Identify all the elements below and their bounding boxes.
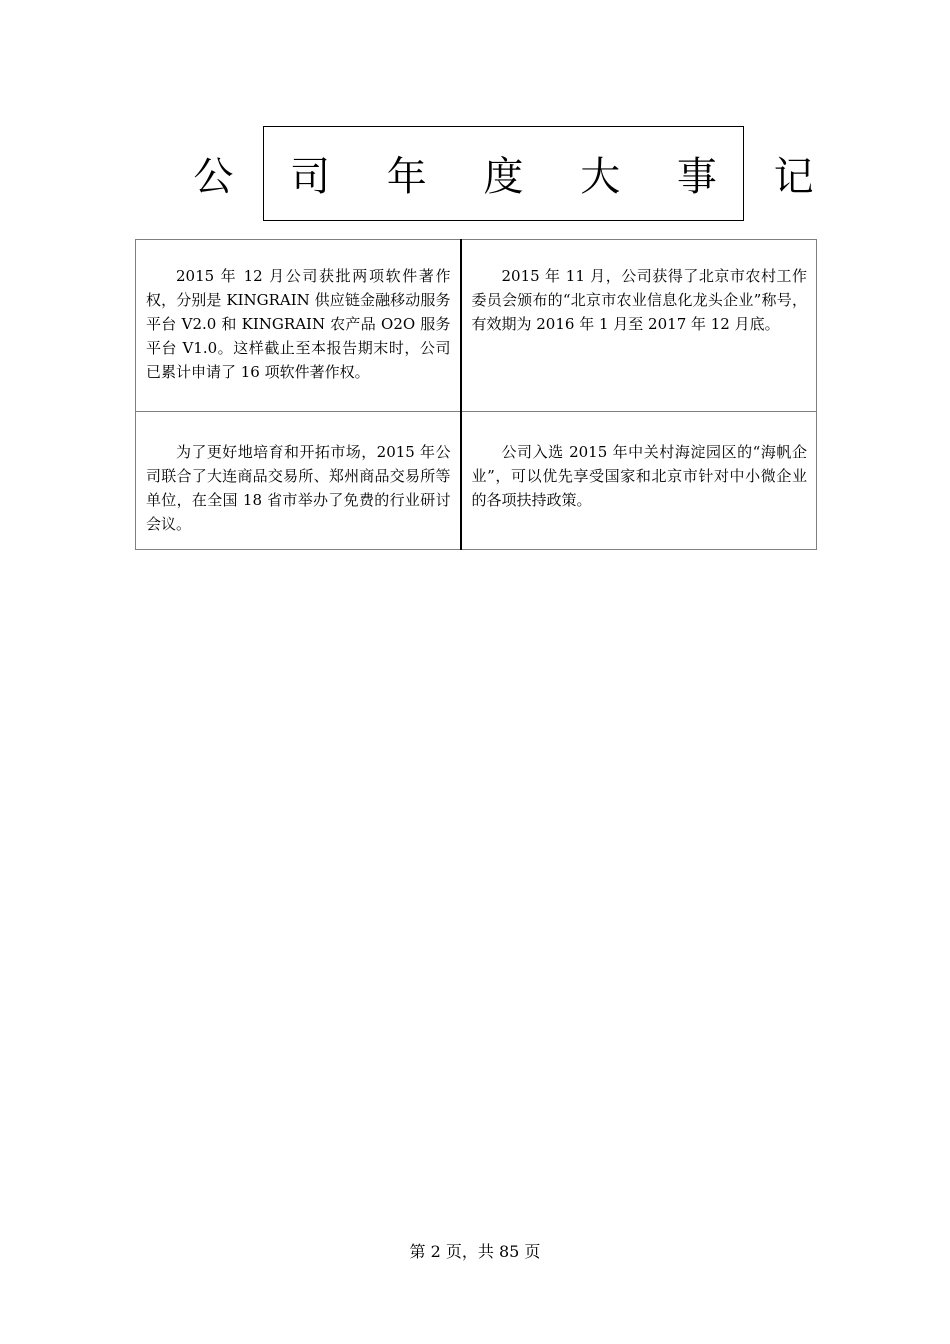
event-text-software-copyright: 2015 年 12 月公司获批两项软件著作权，分别是 KINGRAIN 供应链金融移动服务平台 V2.0 和 KINGRAIN 农产品 O2O 服务平台 V1.0。这样截止至本报告期末时，公司已累计申请了 16 项软件著作权。 [146, 267, 451, 381]
table-cell-industry-seminar [136, 412, 461, 550]
title-box [193, 126, 836, 221]
table-row [136, 412, 817, 550]
table-cell-software-copyright [136, 240, 461, 412]
event-text-agriculture-leader: 2015 年 11 月，公司获得了北京市农村工作委员会颁布的“北京市农业信息化龙头企业”称号，有效期为 2016 年 1 月至 2017 年 12 月底。 [471, 267, 807, 333]
table-row [136, 240, 817, 412]
table-cell-agriculture-leader [461, 240, 817, 412]
events-table [135, 239, 817, 550]
event-text-industry-seminar: 为了更好地培育和开拓市场，2015 年公司联合了大连商品交易所、郑州商品交易所等单位，在全国 18 省市举办了免费的行业研讨会议。 [146, 443, 451, 533]
table-cell-haifan-enterprise [461, 412, 817, 550]
page-number-footer: 第 2 页，共 85 页 [409, 1242, 541, 1261]
page-title: 公 司 年 度 大 事 记 [193, 154, 836, 200]
event-text-haifan-enterprise: 公司入选 2015 年中关村海淀园区的“海帆企业”，可以优先享受国家和北京市针对中小微企业的各项扶持政策。 [471, 443, 807, 509]
